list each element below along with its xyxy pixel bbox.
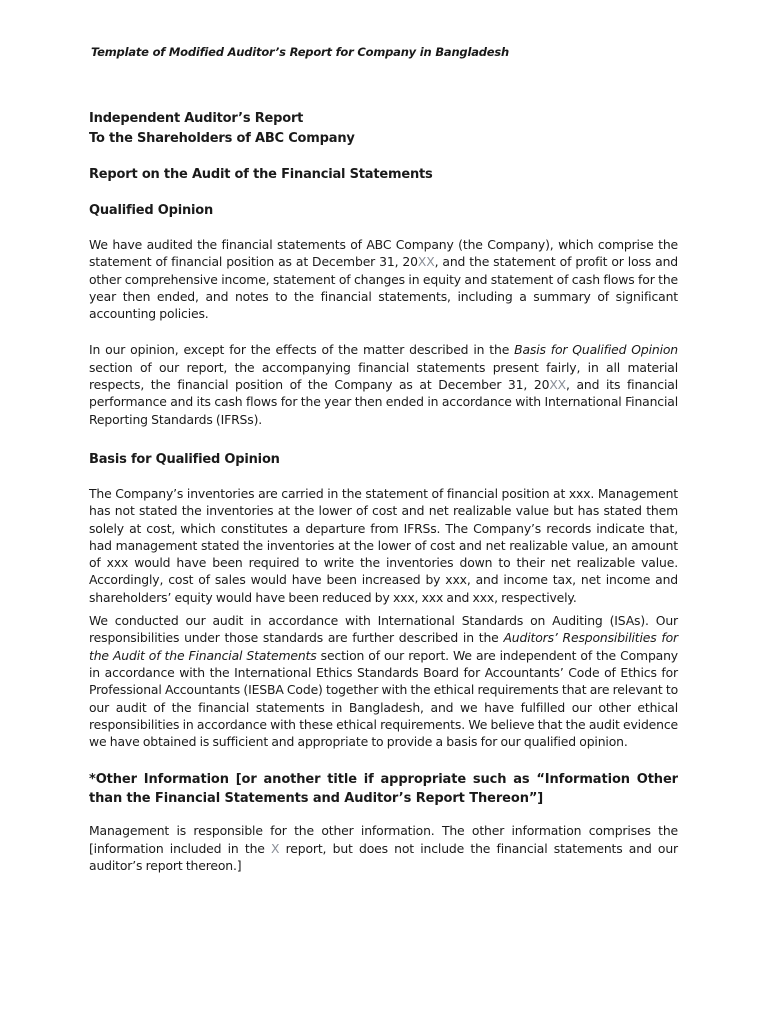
qualified-opinion-paragraph-2: In our opinion, except for the effects of the matter described in the Basis for Qualified Opinion section of our report, the accompanying financial statements present fairly, in all material respects, the financial position of the Company as at December 31, 20XX, and its financial performance and its cash flows for the year then ended in accordance with International Financial Reporting Standards (IFRSs). (89, 342, 679, 427)
report-title: Independent Auditor’s Report (89, 111, 304, 126)
report-addressee: To the Shareholders of ABC Company (89, 131, 355, 146)
report-body (89, 109, 678, 874)
audit-heading: Report on the Audit of the Financial Statements (89, 167, 433, 182)
basis-heading: Basis for Qualified Opinion (89, 451, 280, 467)
qualified-opinion-heading: Qualified Opinion (89, 203, 214, 218)
qualified-opinion-paragraph-1: We have audited the financial statements of ABC Company (the Company), which comprise the statement of financial position as at December 31, 20XX, and the statement of profit or loss and other comprehensive income, statement of changes in equity and statement of cash flows for the year then ended, and notes to the financial statements, including a summary of significant accounting policies. (89, 237, 678, 322)
basis-paragraph-1: The Company’s inventories are carried in the statement of financial position at xxx. Management has not stated the inventories at the lower of cost and net realizable value but has stated them solely at cost, which constitutes a departure from IFRSs. The Company’s records indicate that, had management stated the inventories at the lower of cost and net realizable value, an amount of xxx would have been required to write the inventories down to their net realizable value. Accordingly, cost of sales would have been increased by xxx, and income tax, net income and shareholders’ equity would have been reduced by xxx, xxx and xxx, respectively. (89, 485, 678, 605)
other-information-heading: *Other Information [or another title if appropriate such as “Information Other than the Financial Statements and Auditor’s Report Thereon”] (89, 772, 678, 806)
template-title: Template of Modified Auditor’s Report for Company in Bangladesh (91, 45, 510, 59)
basis-paragraph-2: We conducted our audit in accordance with International Standards on Auditing (ISAs). Our responsibilities under those standards are further described in the Auditors’ Responsibilities for the Audit of the Financial Statements section of our report. We are independent of the Company in accordance with the International Ethics Standards Board for Accountants’ Code of Ethics for Professional Accountants (IESBA Code) together with the ethical requirements that are relevant to our audit of the financial statements in Bangladesh, and we have fulfilled our other ethical responsibilities in accordance with these ethical requirements. We believe that the audit evidence we have obtained is sufficient and appropriate to provide a basis for our qualified opinion. (89, 613, 678, 750)
other-information-paragraph-1: Management is responsible for the other information. The other information comprises the [information included in the X report, but does not include the financial statements and our auditor’s report thereon.] (89, 823, 678, 874)
